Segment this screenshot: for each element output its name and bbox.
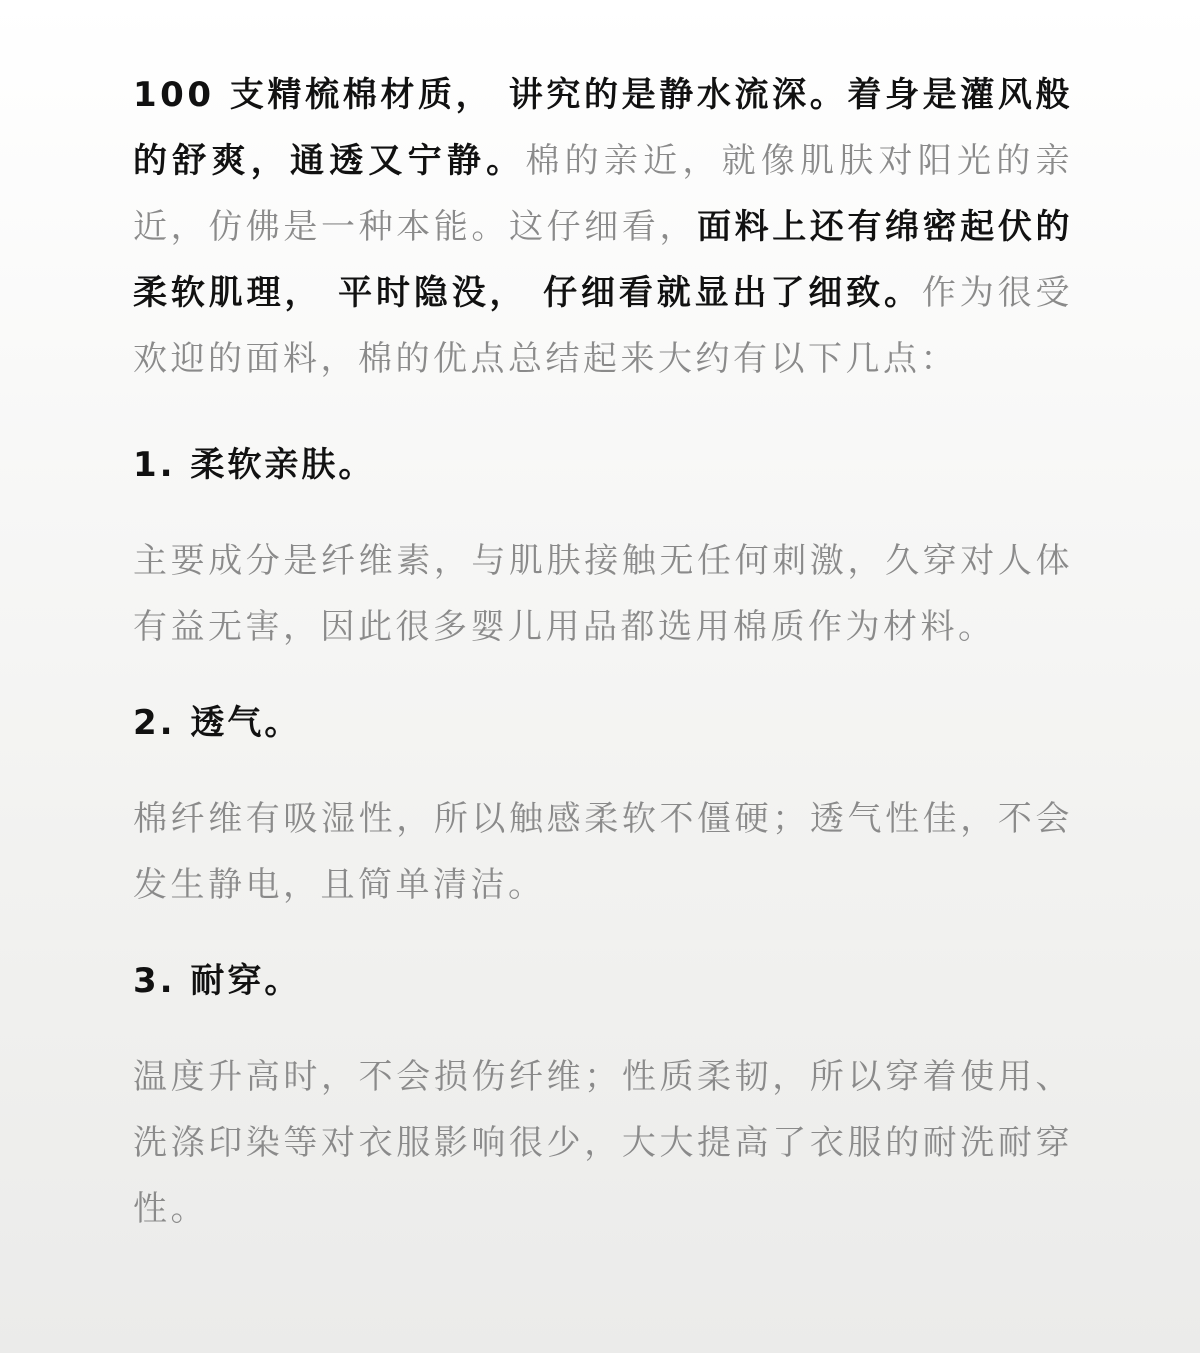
intro-emphasis-1: 100 支精梳棉材质， 讲究的是静水流深。着身是灌风般的舒爽，通透又宁静。 [133, 75, 1073, 181]
intro-plain-2: 作为很受欢迎的面料，棉的优点总结起来大约有以下几点： [133, 273, 1073, 379]
item-body-durable: 温度升高时，不会损伤纤维；性质柔韧，所以穿着使用、洗涤印染等对衣服影响很少，大大提高了衣服的耐洗耐穿性。 [133, 1057, 1073, 1229]
item-heading-breathable: 2. 透气。 [133, 703, 302, 743]
intro-plain-1: 棉的亲近，就像肌肤对阳光的亲近，仿佛是一种本能。这仔细看， [133, 141, 1073, 247]
item-body-breathable: 棉纤维有吸湿性，所以触感柔软不僵硬；透气性佳，不会发生静电，且简单清洁。 [133, 799, 1073, 905]
intro-emphasis-2: 面料上还有绵密起伏的柔软肌理， 平时隐没， 仔细看就显出了细致。 [133, 207, 1073, 313]
article-content [133, 62, 1073, 1272]
item-heading-durable: 3. 耐穿。 [133, 961, 302, 1001]
item-body-softness: 主要成分是纤维素，与肌肤接触无任何刺激，久穿对人体有益无害，因此很多婴儿用品都选用棉质作为材料。 [133, 541, 1073, 647]
item-heading-softness: 1. 柔软亲肤。 [133, 445, 376, 485]
intro-paragraph [133, 62, 1073, 392]
